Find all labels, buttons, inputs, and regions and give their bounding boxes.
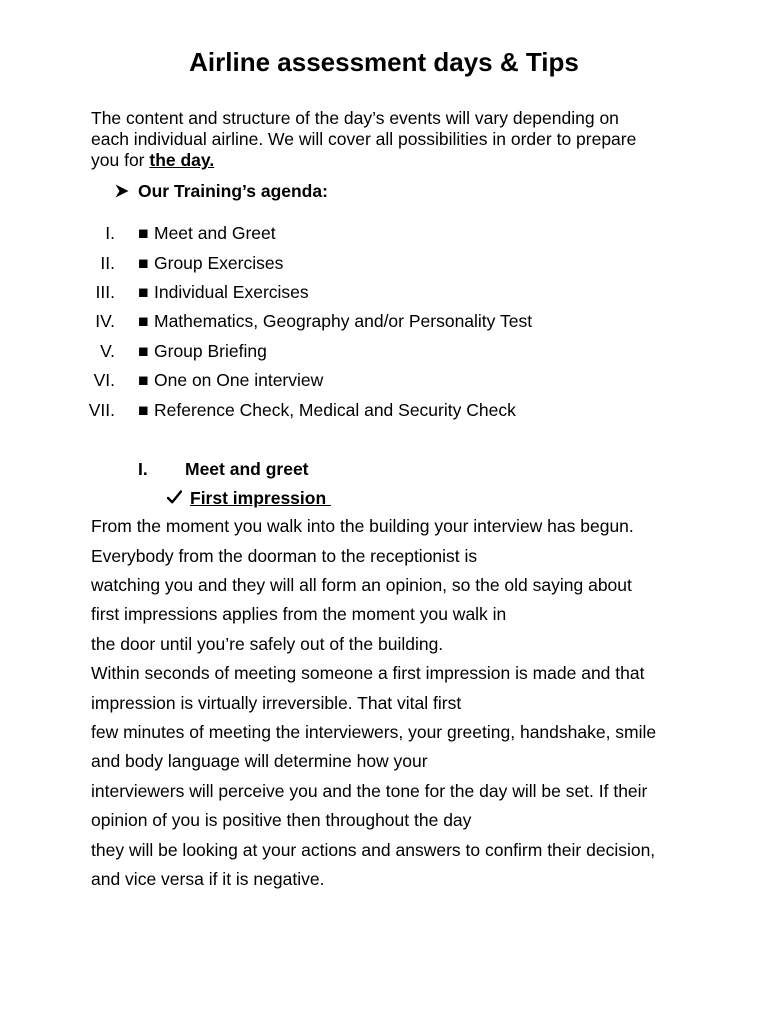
body-line: and body language will determine how your xyxy=(91,751,428,772)
body-line: interviewers will perceive you and the tone for the day will be set. If their xyxy=(91,780,648,801)
body-line: Within seconds of meeting someone a first impression is made and that xyxy=(91,663,645,684)
section-numeral: I. xyxy=(138,459,148,479)
square-bullet: ■ xyxy=(138,311,149,332)
body-line: opinion of you is positive then throughout the day xyxy=(91,810,472,831)
checkmark-icon xyxy=(167,490,182,504)
list-item xyxy=(0,337,768,366)
square-bullet: ■ xyxy=(138,252,149,273)
list-item xyxy=(0,366,768,395)
list-item xyxy=(0,249,768,278)
section-heading: Meet and greet xyxy=(185,459,309,479)
body-line: and vice versa if it is negative. xyxy=(91,868,325,889)
list-item-numeral: V. xyxy=(100,340,115,361)
body-line: impression is virtually irreversible. That vital first xyxy=(91,692,462,713)
list-item-numeral: I. xyxy=(105,223,115,244)
square-bullet: ■ xyxy=(138,370,149,391)
list-item xyxy=(0,278,768,307)
list-item-text: Individual Exercises xyxy=(154,282,309,303)
square-bullet: ■ xyxy=(138,340,149,361)
list-item-text: One on One interview xyxy=(154,370,324,391)
list-item xyxy=(0,396,768,425)
list-item xyxy=(0,307,768,336)
body-line: From the moment you walk into the building your interview has begun. xyxy=(91,516,634,537)
subsection-heading: First impression xyxy=(190,488,332,508)
intro-line: each individual airline. We will cover all possibilities in order to prepare xyxy=(91,129,637,149)
body-line: the door until you’re safely out of the building. xyxy=(91,633,444,654)
list-item-text: Mathematics, Geography and/or Personality Test xyxy=(154,311,533,332)
intro-line: The content and structure of the day’s events will vary depending on xyxy=(91,108,619,128)
list-item-numeral: II. xyxy=(100,252,115,273)
body-line: watching you and they will all form an opinion, so the old saying about xyxy=(91,575,632,596)
list-item-text: Meet and Greet xyxy=(154,223,276,244)
square-bullet: ■ xyxy=(138,399,149,420)
body-line: Everybody from the doorman to the receptionist is xyxy=(91,545,478,566)
intro-line xyxy=(91,150,636,171)
body-line: first impressions applies from the moment you walk in xyxy=(91,604,507,625)
arrowhead-bullet-icon xyxy=(115,184,129,198)
list-item-text: Group Briefing xyxy=(154,340,267,361)
intro-emphasis: the day. xyxy=(149,150,215,170)
agenda-heading: Our Training’s agenda: xyxy=(138,181,328,201)
body-line: they will be looking at your actions and answers to confirm their decision, xyxy=(91,839,656,860)
list-item-numeral: VII. xyxy=(88,399,115,420)
section-body xyxy=(91,512,656,894)
intro-paragraph xyxy=(91,108,636,171)
agenda-list xyxy=(0,219,768,425)
body-line: few minutes of meeting the interviewers, your greeting, handshake, smile xyxy=(91,722,657,743)
intro-line-prefix: you for xyxy=(91,150,150,170)
list-item xyxy=(0,219,768,248)
square-bullet: ■ xyxy=(138,223,149,244)
list-item-text: Group Exercises xyxy=(154,252,284,273)
list-item-numeral: III. xyxy=(95,282,115,303)
list-item-text: Reference Check, Medical and Security Check xyxy=(154,399,516,420)
square-bullet: ■ xyxy=(138,282,149,303)
list-item-numeral: IV. xyxy=(95,311,115,332)
list-item-numeral: VI. xyxy=(93,370,115,391)
page-title: Airline assessment days & Tips xyxy=(189,47,579,77)
